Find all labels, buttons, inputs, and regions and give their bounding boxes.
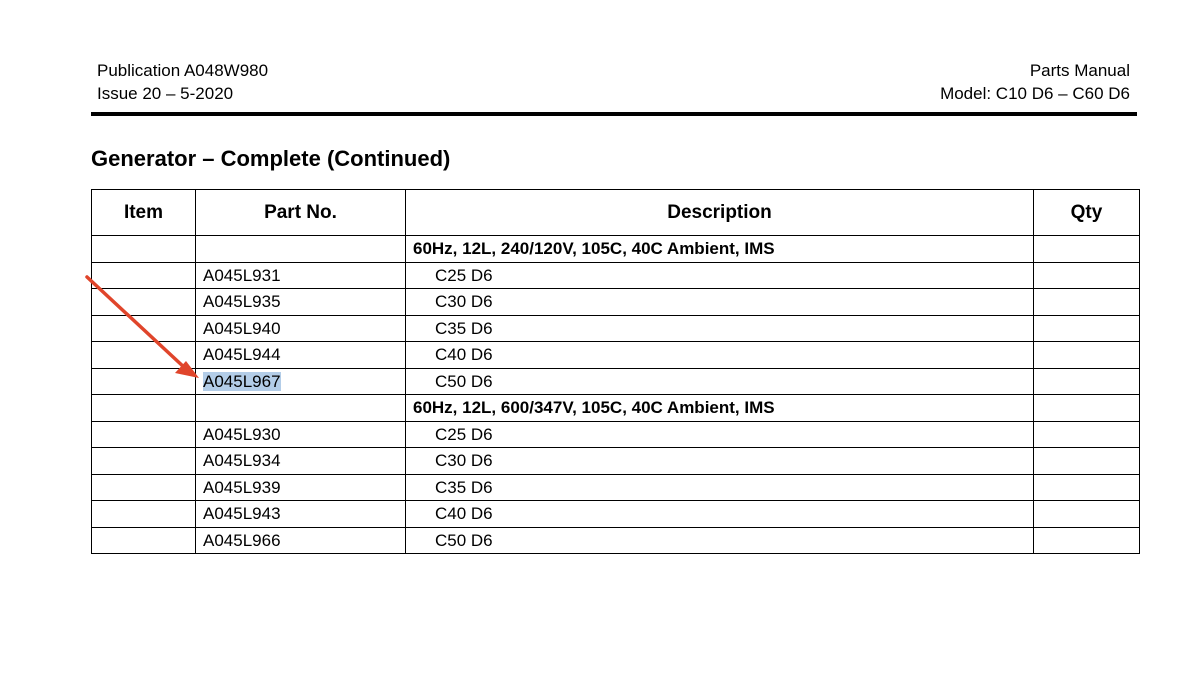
- part-number-cell[interactable]: A045L966: [196, 527, 406, 554]
- description-cell: C25 D6: [406, 421, 1034, 448]
- qty-cell: [1034, 262, 1140, 289]
- issue-date: Issue 20 – 5-2020: [97, 84, 234, 103]
- table-row: [92, 527, 1140, 554]
- description-cell: C40 D6: [406, 501, 1034, 528]
- table-row: [92, 342, 1140, 369]
- part-number-cell: [196, 395, 406, 422]
- manual-type: Parts Manual: [1029, 61, 1130, 80]
- description-cell: C50 D6: [406, 527, 1034, 554]
- item-cell: [92, 474, 196, 501]
- table-row: [92, 262, 1140, 289]
- qty-cell: [1034, 527, 1140, 554]
- description-cell: C25 D6: [406, 262, 1034, 289]
- description-cell: C35 D6: [406, 474, 1034, 501]
- item-cell: [92, 421, 196, 448]
- item-cell: [92, 289, 196, 316]
- table-row: [92, 289, 1140, 316]
- qty-cell: [1034, 501, 1140, 528]
- item-cell: [92, 395, 196, 422]
- qty-cell: [1034, 342, 1140, 369]
- part-number-cell-selected[interactable]: [196, 368, 406, 395]
- item-cell: [92, 342, 196, 369]
- qty-cell: [1034, 289, 1140, 316]
- header-left: [97, 59, 268, 105]
- header-rule: [91, 112, 1137, 116]
- column-header-part-no: Part No.: [196, 190, 406, 236]
- table-row: [92, 448, 1140, 475]
- description-cell: C40 D6: [406, 342, 1034, 369]
- item-cell: [92, 448, 196, 475]
- part-number-cell[interactable]: A045L930: [196, 421, 406, 448]
- qty-cell: [1034, 421, 1140, 448]
- description-group-heading: 60Hz, 12L, 600/347V, 105C, 40C Ambient, IMS: [406, 395, 1034, 422]
- part-number-cell[interactable]: A045L944: [196, 342, 406, 369]
- part-number-cell[interactable]: A045L934: [196, 448, 406, 475]
- qty-cell: [1034, 474, 1140, 501]
- table-row: [92, 501, 1140, 528]
- qty-cell: [1034, 315, 1140, 342]
- qty-cell: [1034, 395, 1140, 422]
- description-cell: C35 D6: [406, 315, 1034, 342]
- table-row: [92, 421, 1140, 448]
- column-header-qty: Qty: [1034, 190, 1140, 236]
- selected-text[interactable]: A045L967: [203, 371, 281, 391]
- item-cell: [92, 236, 196, 263]
- item-cell: [92, 262, 196, 289]
- part-number-cell[interactable]: A045L931: [196, 262, 406, 289]
- column-header-item: Item: [92, 190, 196, 236]
- part-number-cell[interactable]: A045L939: [196, 474, 406, 501]
- item-cell: [92, 527, 196, 554]
- section-title: Generator – Complete (Continued): [91, 146, 451, 171]
- description-group-heading: 60Hz, 12L, 240/120V, 105C, 40C Ambient, IMS: [406, 236, 1034, 263]
- table-header-row: [92, 190, 1140, 236]
- table-row: [92, 474, 1140, 501]
- table-row: [92, 315, 1140, 342]
- table-row-group-heading: [92, 236, 1140, 263]
- parts-table: [91, 189, 1140, 554]
- description-cell: C30 D6: [406, 289, 1034, 316]
- column-header-description: Description: [406, 190, 1034, 236]
- part-number-cell[interactable]: A045L935: [196, 289, 406, 316]
- table-row-highlighted: [92, 368, 1140, 395]
- header-right: [940, 59, 1130, 105]
- item-cell: [92, 368, 196, 395]
- publication-number: Publication A048W980: [97, 61, 269, 80]
- qty-cell: [1034, 368, 1140, 395]
- item-cell: [92, 501, 196, 528]
- part-number-cell[interactable]: A045L940: [196, 315, 406, 342]
- qty-cell: [1034, 236, 1140, 263]
- part-number-cell[interactable]: A045L943: [196, 501, 406, 528]
- qty-cell: [1034, 448, 1140, 475]
- model-range: Model: C10 D6 – C60 D6: [940, 84, 1130, 103]
- part-number-cell: [196, 236, 406, 263]
- description-cell: C30 D6: [406, 448, 1034, 475]
- item-cell: [92, 315, 196, 342]
- table-row-group-heading: [92, 395, 1140, 422]
- description-cell: C50 D6: [406, 368, 1034, 395]
